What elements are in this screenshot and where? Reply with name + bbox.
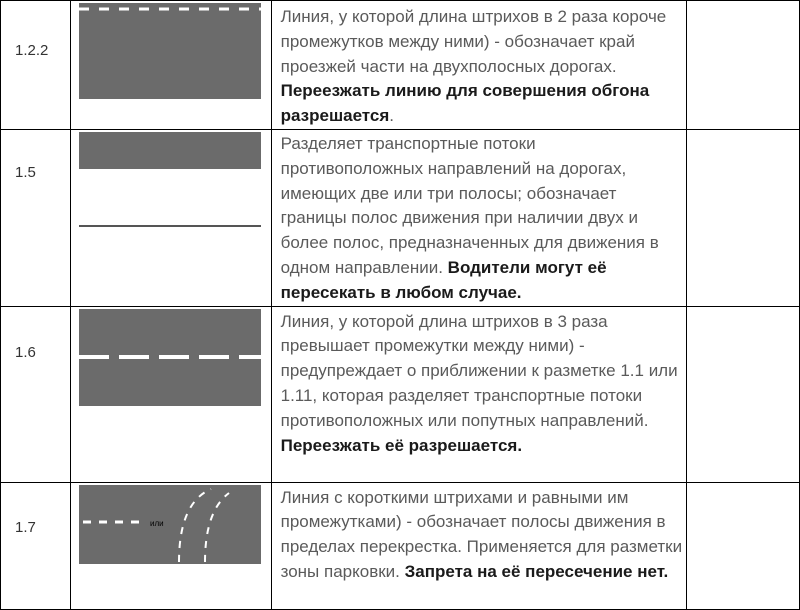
empty-cell bbox=[687, 129, 800, 306]
marking-illustration-cell bbox=[70, 1, 271, 130]
description-text: Разделяет транспортные потоки противоположных направлений на дорогах, имеющих две или три полосы; обозначает границы полос движения при наличии двух и более полос, предназначенных для движения в одном направлении. bbox=[280, 133, 659, 277]
road-surface bbox=[79, 485, 261, 564]
intersection-dotted-line-illustration bbox=[71, 483, 271, 609]
marking-number-cell bbox=[1, 306, 71, 482]
rule-text: Переезжать её разрешается. bbox=[280, 435, 523, 455]
empty-cell bbox=[687, 306, 800, 482]
lane-separation-line-illustration bbox=[71, 130, 271, 302]
rule-suffix: . bbox=[389, 106, 395, 126]
or-label: или bbox=[149, 518, 164, 528]
rule-text: Запрета на её пересечение нет. bbox=[404, 561, 669, 581]
marking-number: 1.6 bbox=[15, 343, 36, 361]
marking-illustration-cell bbox=[70, 306, 271, 482]
marking-number-cell bbox=[1, 1, 71, 130]
description-text: Линия с короткими штрихами и равными им промежутками) - обозначает полосы движения в пределах перекрестка. Применяется для разметки зоны парковки. bbox=[280, 487, 683, 581]
marking-number: 1.2.2 bbox=[15, 42, 49, 59]
marking-description-cell bbox=[271, 306, 687, 482]
table-row bbox=[1, 482, 800, 609]
road-surface bbox=[79, 3, 261, 99]
road-surface bbox=[79, 132, 261, 169]
description-text: Линия, у которой длина штрихов в 3 раза превышает промежутки между ними) - предупреждает о приближении к разметке 1.1 или 1.11, которая разделяет транспортные потоки противоположных или попутных направлений. bbox=[280, 311, 678, 430]
approach-warning-line-illustration bbox=[71, 307, 271, 482]
table-row bbox=[1, 306, 800, 482]
description-text: Линия, у которой длина штрихов в 2 раза короче промежутков между ними) - обозначает край проезжей части на двухполосных дорогах. bbox=[280, 7, 667, 76]
marking-number-cell bbox=[1, 482, 71, 609]
table-row bbox=[1, 1, 800, 130]
rule-text: Водители могут её пересекать в любом случае. bbox=[280, 257, 607, 302]
short-dash-edge-line-illustration bbox=[71, 1, 271, 127]
marking-illustration-cell bbox=[70, 482, 271, 609]
marking-description-cell bbox=[271, 1, 687, 130]
marking-illustration-cell bbox=[70, 129, 271, 306]
marking-number-cell bbox=[1, 129, 71, 306]
marking-description-cell bbox=[271, 129, 687, 306]
rule-text: Переезжать линию для совершения обгона разрешается bbox=[280, 81, 650, 126]
table-row bbox=[1, 129, 800, 306]
marking-description-cell bbox=[271, 482, 687, 609]
marking-number: 1.5 bbox=[15, 163, 36, 181]
marking-number: 1.7 bbox=[15, 518, 36, 536]
empty-cell bbox=[687, 482, 800, 609]
empty-cell bbox=[687, 1, 800, 130]
